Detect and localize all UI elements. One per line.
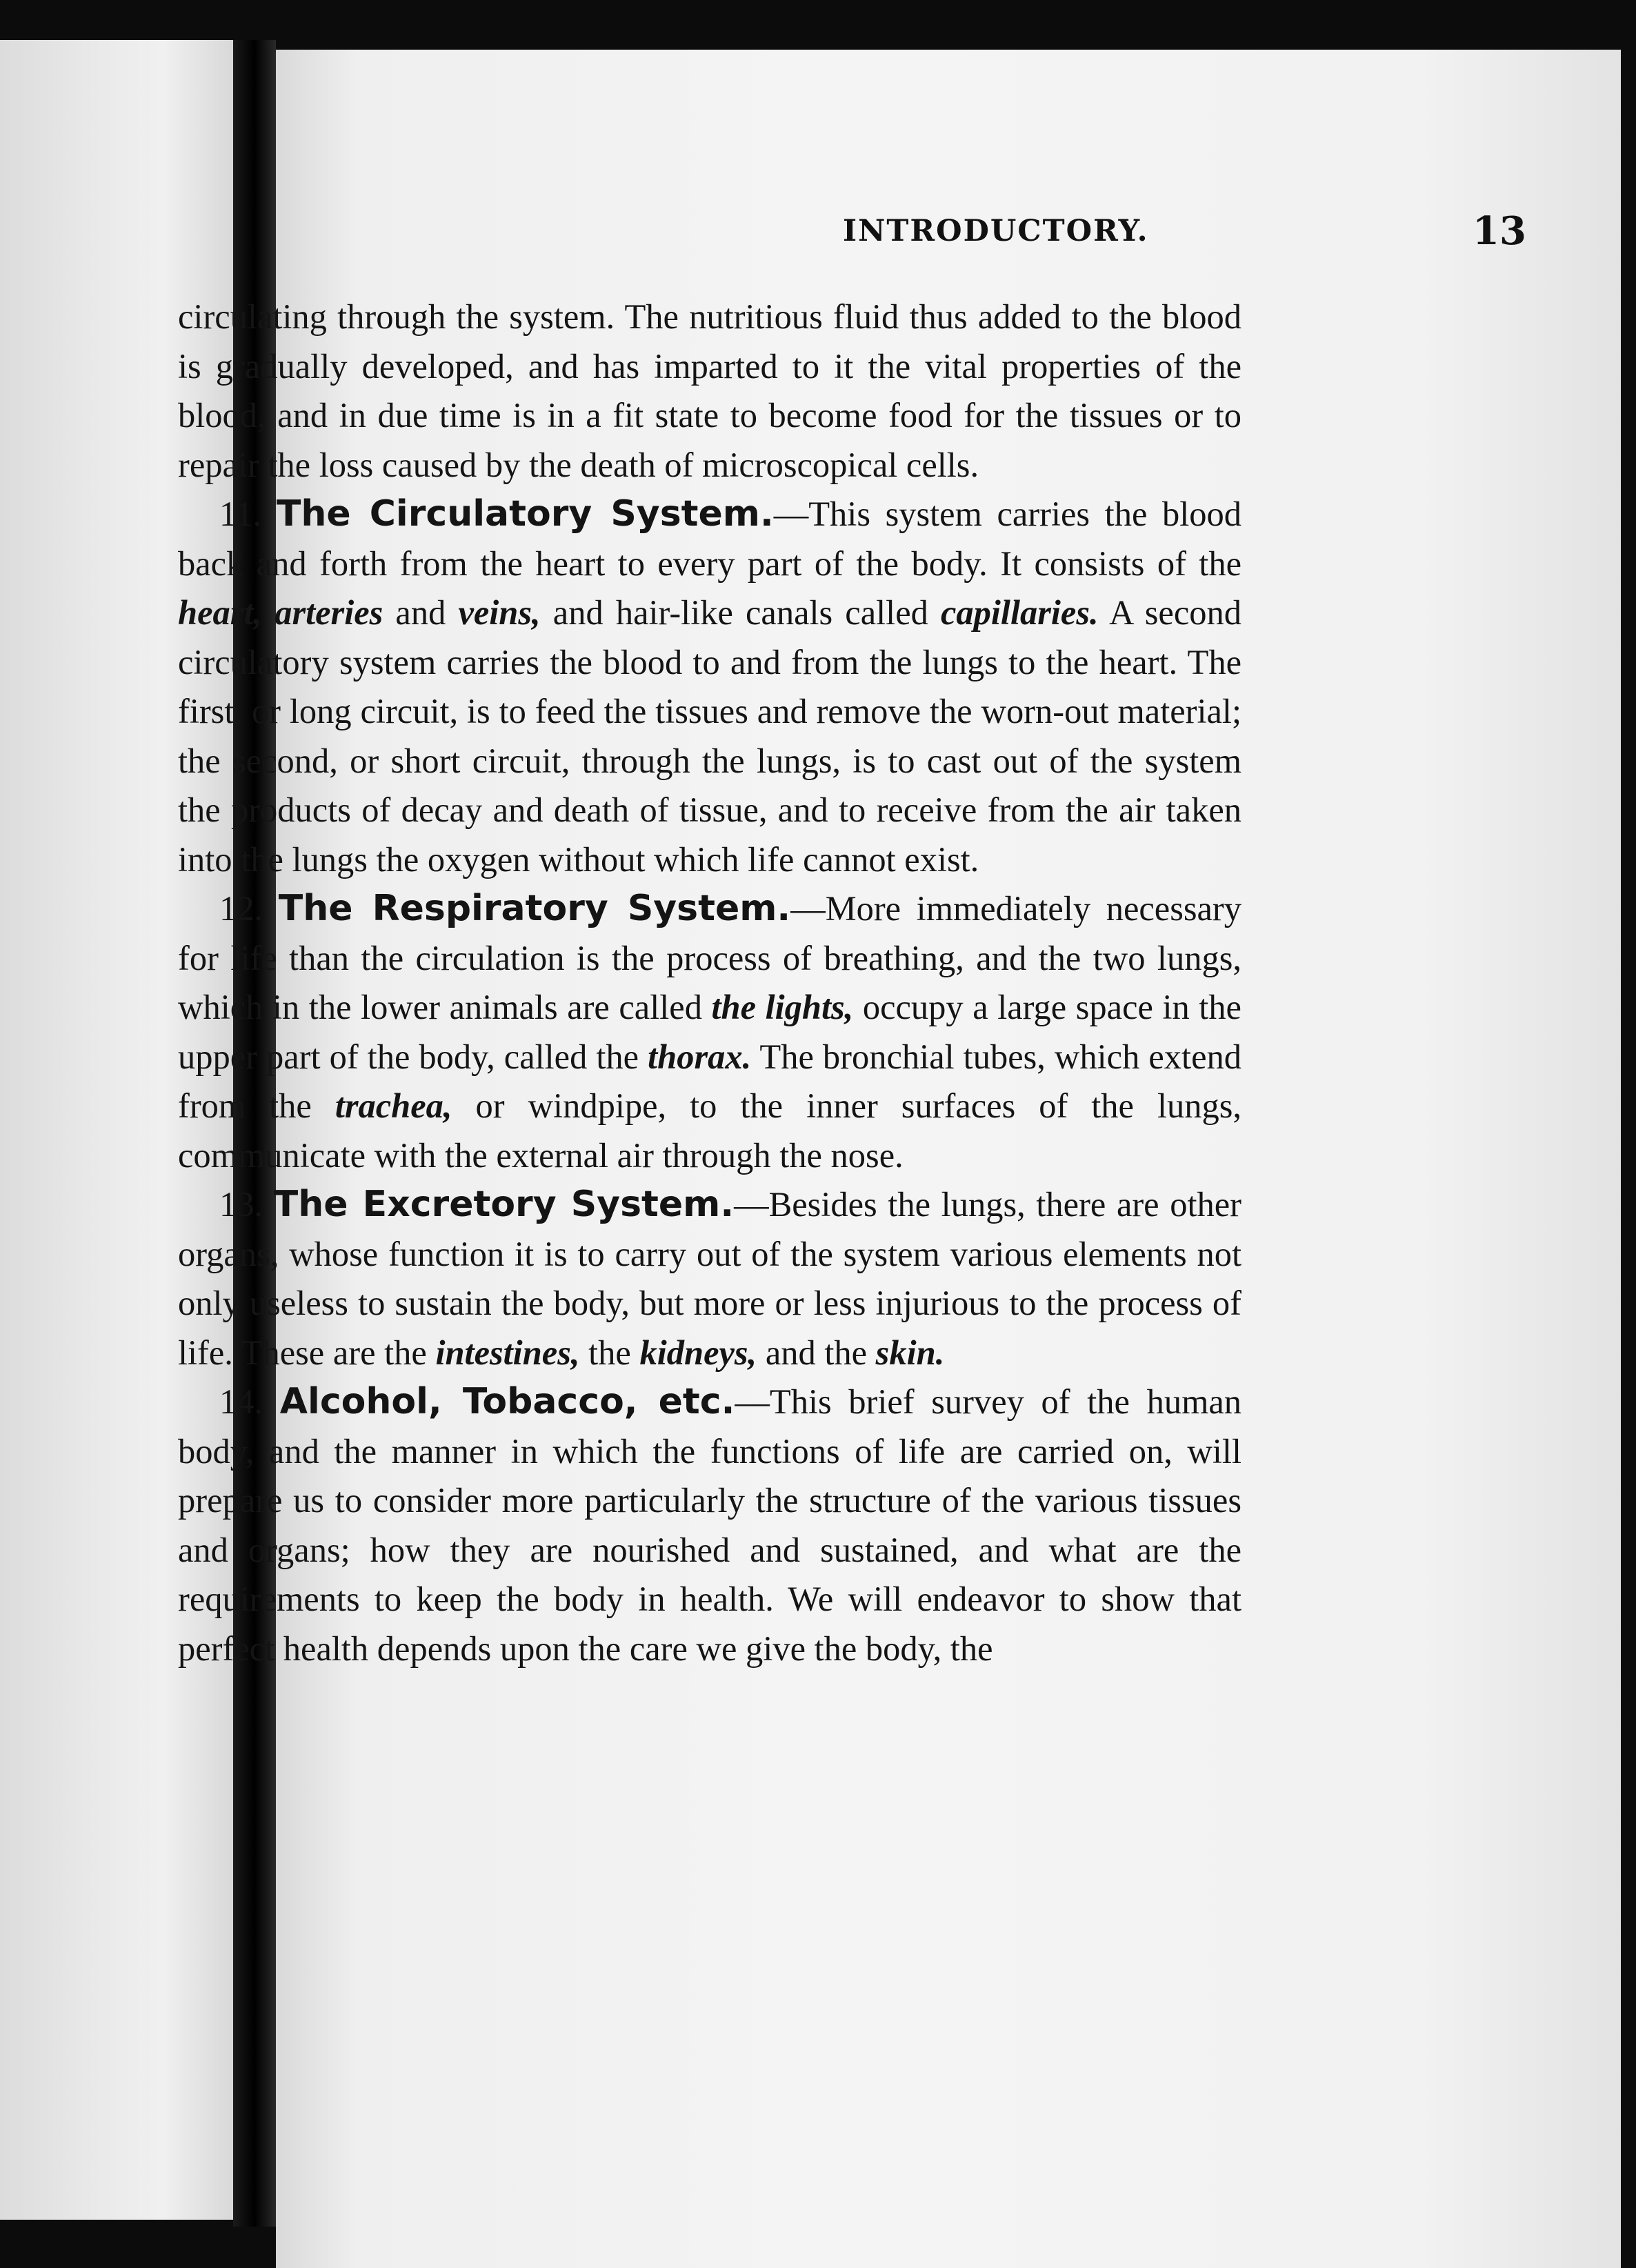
italic-term: kidneys, [639, 1333, 757, 1372]
italic-term: arteries [275, 593, 383, 632]
italic-term: capillaries. [940, 593, 1099, 632]
paragraph-text: —More immediately necessary for life than the circulation is the process of breathing, and the two lungs, which in the lower animals are called [178, 889, 1241, 1026]
paragraph-text: —This brief survey of the human body, and the manner in which the functions of life are carried on, will prepare us to consider more particularly the structure of the various tissues and organs; how they are nourished and sustained, and what are the requirements to keep the body in health. We will endeavor to show that perfect health depends upon the care we give the body, the [178, 1382, 1242, 1668]
paragraph-text: the [579, 1333, 640, 1372]
italic-term: skin. [875, 1333, 945, 1372]
italic-term: veins, [458, 593, 541, 632]
paragraph-text: —This system carries the blood back and forth from the heart to every part of the body. It consists of the [178, 495, 1241, 583]
section-14 [178, 1377, 1241, 1673]
paragraph-text: The bronchial tubes, which extend from the [178, 1037, 1241, 1125]
section-heading: The Excretory System. [273, 1184, 735, 1225]
body-text [178, 292, 1241, 1673]
paragraph-text: circulating through the system. The nutritious fluid thus added to the blood is gradually developed, and has imparted to it the vital properties of the blood, and in due time is in a fit state to become food for the tissues or to repair the loss caused by the death of microscopical cells. [178, 297, 1241, 484]
paragraph-continued [178, 292, 1241, 490]
italic-term: intestines, [435, 1333, 580, 1372]
paragraph-text [262, 593, 275, 632]
paragraph-text: and [383, 593, 459, 632]
section-number: 14. [219, 1382, 263, 1421]
running-head: INTRODUCTORY. [843, 214, 1149, 248]
section-11 [178, 490, 1241, 884]
section-heading: Alcohol, Tobacco, etc. [279, 1381, 735, 1422]
italic-term: heart, [178, 593, 263, 632]
section-12 [178, 884, 1241, 1180]
italic-term: thorax. [648, 1037, 752, 1076]
section-heading: The Respiratory System. [278, 888, 791, 929]
section-13 [178, 1180, 1241, 1377]
paragraph-text: and the [757, 1333, 876, 1372]
paragraph-text: —Besides the lungs, there are other organs, whose function it is to carry out of the system various elements not only useless to sustain the body, but more or less injurious to the process of life. These are the [178, 1185, 1242, 1372]
page-header [276, 208, 1621, 269]
paragraph-text: and hair-like canals called [540, 593, 941, 632]
section-number: 12. [219, 889, 263, 928]
italic-term: trachea, [335, 1086, 452, 1125]
section-number: 11. [219, 495, 262, 533]
italic-term: the lights, [711, 988, 854, 1026]
section-number: 13. [219, 1185, 263, 1224]
paragraph-text: or windpipe, to the inner surfaces of the lungs, communicate with the external air through the nose. [178, 1086, 1241, 1175]
paragraph-text: A second circulatory system carries the blood to and from the lungs to the heart. The first, or long circuit, is to feed the tissues and remove the worn-out material; the second, or short circuit, through the lungs, is to cast out of the system the products of decay and death of tissue, and to receive from the air taken into the lungs the oxygen without which life cannot exist. [178, 593, 1241, 879]
page-number: 13 [1473, 208, 1526, 254]
paragraph-text: occupy a large space in the upper part of the body, called the [178, 988, 1241, 1076]
section-heading: The Circulatory System. [276, 493, 774, 535]
